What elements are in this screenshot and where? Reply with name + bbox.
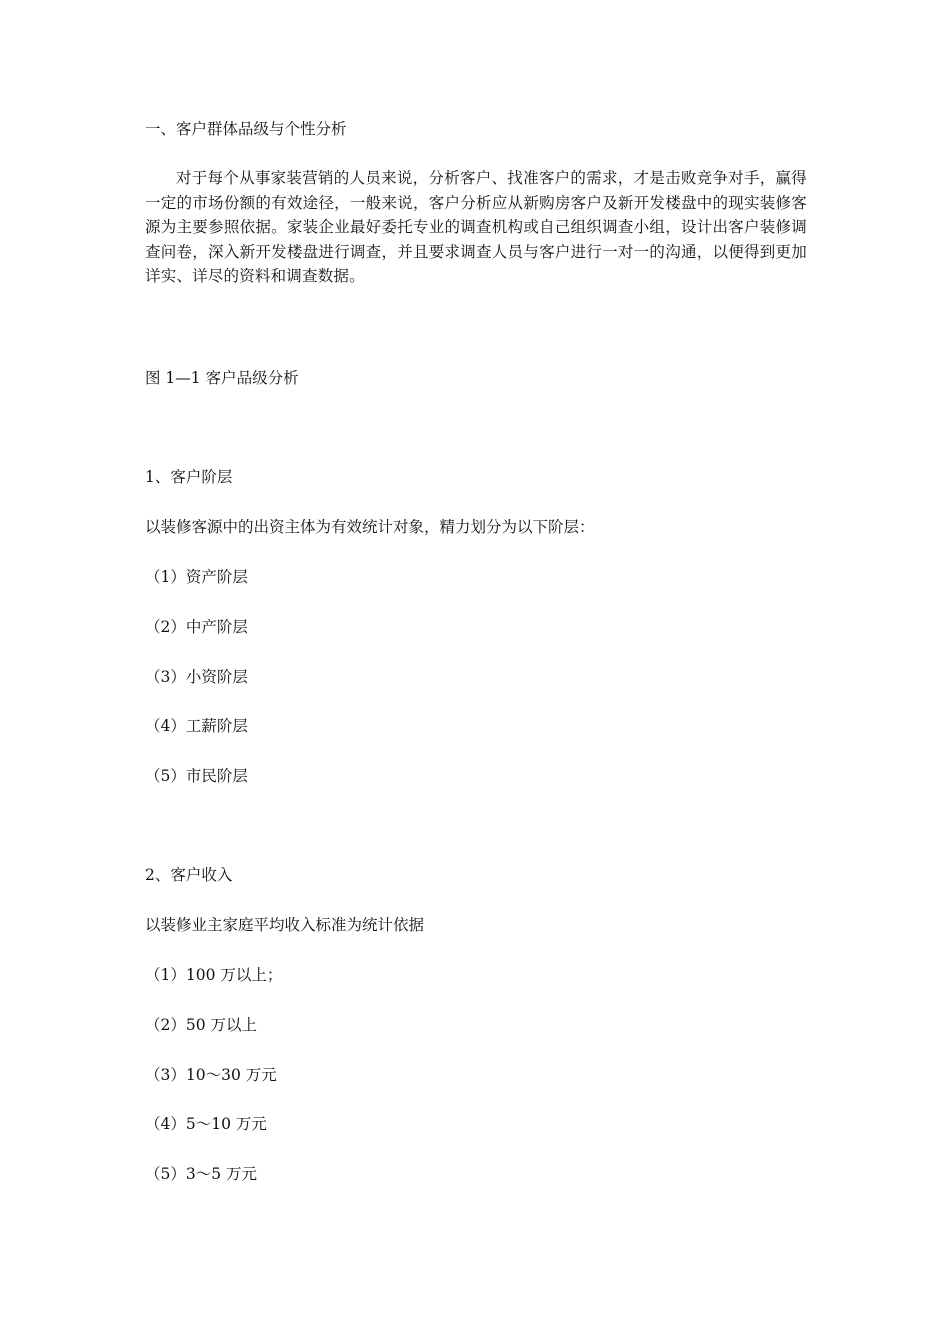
list-item: （3）10～30 万元 [145, 1066, 277, 1084]
list-item: （4）工薪阶层 [145, 717, 248, 735]
subsection-description-customer-class: 以装修客源中的出资主体为有效统计对象，精力划分为以下阶层： [145, 518, 595, 536]
list-item: （2）50 万以上 [145, 1016, 258, 1034]
list-item: （5）3～5 万元 [145, 1165, 258, 1183]
list-item: （1）100 万以上； [145, 966, 283, 984]
subsection-description-customer-income: 以装修业主家庭平均收入标准为统计依据 [145, 916, 425, 934]
intro-paragraph: 对于每个从事家装营销的人员来说，分析客户、找准客户的需求，才是击败竞争对手，赢得一定的市场份额的有效途径，一般来说，客户分析应从新购房客户及新开发楼盘中的现实装修客源为主要参照依据。家装企业最好委托专业的调查机构或自己组织调查小组，设计出客户装修调查问卷，深入新开发楼盘进行调查，并且要求调查人员与客户进行一对一的沟通，以便得到更加详实、详尽的资料和调查数据。 [145, 169, 807, 286]
list-item: （1）资产阶层 [145, 568, 248, 586]
figure-caption: 图 1—1 客户品级分析 [145, 369, 299, 387]
list-item: （2）中产阶层 [145, 618, 248, 636]
list-item: （4）5～10 万元 [145, 1115, 267, 1133]
section-heading: 一、客户群体品级与个性分析 [145, 120, 347, 138]
list-item: （5）市民阶层 [145, 767, 248, 785]
subsection-title-customer-class: 1、客户阶层 [145, 468, 233, 486]
list-item: （3）小资阶层 [145, 668, 248, 686]
subsection-title-customer-income: 2、客户收入 [145, 866, 233, 884]
